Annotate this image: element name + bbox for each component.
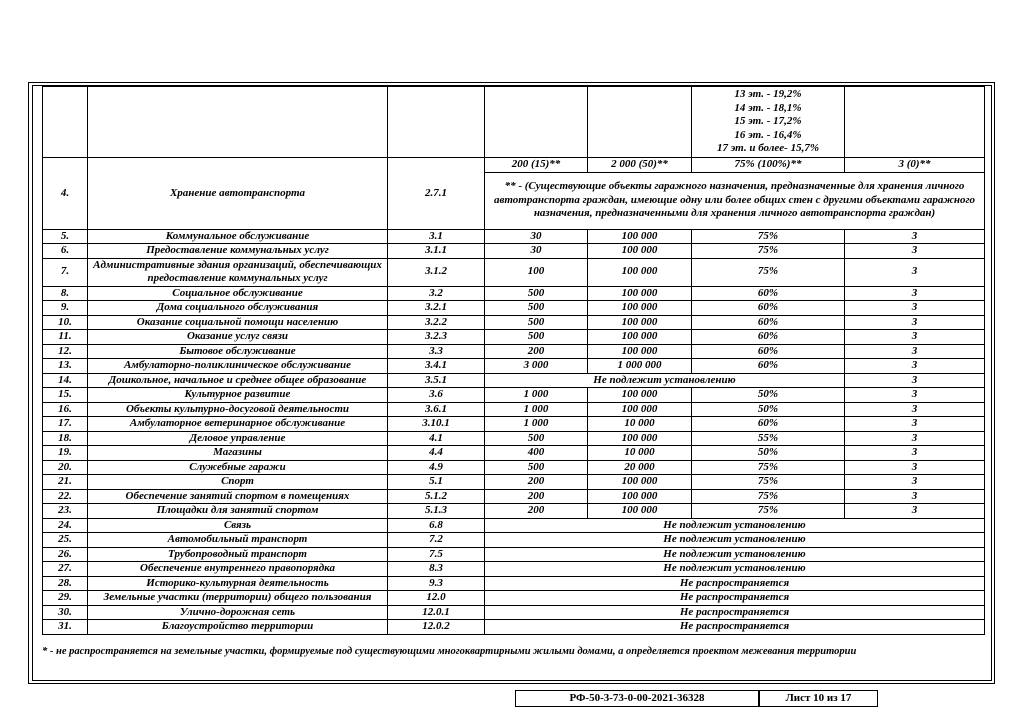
row-code: 12.0 [388,591,485,606]
min-area: 100 [485,258,588,286]
row-name: Оказание услуг связи [88,330,388,345]
indent: 3 [845,402,985,417]
min-area: 500 [485,460,588,475]
row-number: 18. [43,431,88,446]
floors-line: 15 эт. - 17,2% [734,115,802,128]
min-area: 500 [485,315,588,330]
min-area: 200 [485,475,588,490]
row-name: Предоставление коммунальных услуг [88,244,388,259]
build-percent: 60% [692,344,845,359]
max-area: 20 000 [588,460,692,475]
indent: 3 [845,330,985,345]
merged-value: Не подлежит установлению [485,373,845,388]
indent: 3 [845,301,985,316]
row-code: 2.7.1 [388,158,485,230]
merged-value: Не распространяется [485,605,985,620]
build-percent: 75% [692,489,845,504]
min-area: 200 [485,504,588,519]
table-row [43,591,985,606]
row-code: 3.6 [388,388,485,403]
row-number: 14. [43,373,88,388]
document-code: РФ-50-3-73-0-00-2021-36328 [515,690,759,707]
build-percent: 60% [692,330,845,345]
row-number: 23. [43,504,88,519]
row-code: 5.1.3 [388,504,485,519]
max-area: 10 000 [588,417,692,432]
row-code: 4.9 [388,460,485,475]
row-number: 7. [43,258,88,286]
floors-percent-cell [692,87,845,158]
max-area: 100 000 [588,244,692,259]
table-row [43,330,985,345]
row-name: Спорт [88,475,388,490]
max-area: 100 000 [588,344,692,359]
row-number: 6. [43,244,88,259]
max-area: 2 000 (50)** [588,158,692,173]
row-name: Социальное обслуживание [88,286,388,301]
table-row [43,533,985,548]
table-row-continued [43,87,985,158]
row-code: 3.2.2 [388,315,485,330]
max-area: 100 000 [588,229,692,244]
indent: 3 [845,460,985,475]
table-row [43,460,985,475]
merged-value: Не распространяется [485,591,985,606]
build-percent: 75% [692,258,845,286]
table-row [43,315,985,330]
row-number: 13. [43,359,88,374]
row-code: 12.0.2 [388,620,485,635]
min-area: 500 [485,286,588,301]
floors-line: 17 эт. и более- 15,7% [716,142,820,155]
table-row [43,620,985,635]
indent: 3 [845,475,985,490]
build-percent: 60% [692,359,845,374]
row-code: 8.3 [388,562,485,577]
build-percent: 75% [692,460,845,475]
table-row [43,562,985,577]
merged-value: Не подлежит установлению [485,533,985,548]
max-area: 100 000 [588,301,692,316]
floors-line: 13 эт. - 19,2% [734,88,802,101]
min-area: 1 000 [485,417,588,432]
row-name: Связь [88,518,388,533]
row-code: 3.2.1 [388,301,485,316]
row-name: Улично-дорожная сеть [88,605,388,620]
row-code: 4.4 [388,446,485,461]
max-area: 100 000 [588,315,692,330]
indent: 3 [845,373,985,388]
row-name: Земельные участки (территории) общего пользования [88,591,388,606]
table-row [43,518,985,533]
min-area: 30 [485,244,588,259]
table-row [43,301,985,316]
indent: 3 [845,258,985,286]
row-number: 29. [43,591,88,606]
build-percent: 75% [692,475,845,490]
row-name: Дошкольное, начальное и среднее общее образование [88,373,388,388]
table-row [43,359,985,374]
row-code: 3.4.1 [388,359,485,374]
merged-value: Не распространяется [485,576,985,591]
table-row [43,229,985,244]
row-name: Магазины [88,446,388,461]
table-row [43,402,985,417]
max-area: 100 000 [588,258,692,286]
min-area: 1 000 [485,388,588,403]
row-code: 3.1.2 [388,258,485,286]
indent: 3 [845,359,985,374]
table-row [43,388,985,403]
table-row [43,576,985,591]
row-number: 19. [43,446,88,461]
row-name: Обеспечение внутреннего правопорядка [88,562,388,577]
row-code: 5.1.2 [388,489,485,504]
row-code: 9.3 [388,576,485,591]
row-code: 6.8 [388,518,485,533]
row-name: Деловое управление [88,431,388,446]
row-name: Оказание социальной помощи населению [88,315,388,330]
max-area: 100 000 [588,388,692,403]
table-row [43,475,985,490]
row-number: 21. [43,475,88,490]
row-name: Историко-культурная деятельность [88,576,388,591]
row-number: 11. [43,330,88,345]
row-name: Автомобильный транспорт [88,533,388,548]
row-number: 8. [43,286,88,301]
table-row [43,244,985,259]
table-row [43,489,985,504]
max-area: 100 000 [588,504,692,519]
row-number: 25. [43,533,88,548]
build-percent: 50% [692,446,845,461]
regulations-table [42,86,985,635]
build-percent: 75% [692,244,845,259]
row-number: 22. [43,489,88,504]
indent: 3 [845,244,985,259]
indent: 3 [845,431,985,446]
row-code: 3.2.3 [388,330,485,345]
row-number: 27. [43,562,88,577]
merged-value: Не распространяется [485,620,985,635]
build-percent: 75% (100%)** [692,158,845,173]
indent: 3 [845,344,985,359]
garage-note: ** - (Существующие объекты гаражного назначения, предназначенные для хранения личного автотранспорта граждан, имеющие одну или более общих стен с другими объектами гаражного назначения, предназначенными для хранения личного автотранспорта граждан) [485,172,985,229]
row-number: 30. [43,605,88,620]
row-name: Хранение автотранспорта [88,158,388,230]
merged-value: Не подлежит установлению [485,518,985,533]
max-area: 10 000 [588,446,692,461]
min-area: 200 [485,344,588,359]
indent: 3 [845,504,985,519]
row-name: Дома социального обслуживания [88,301,388,316]
table-row [43,431,985,446]
row-number: 5. [43,229,88,244]
row-code: 7.5 [388,547,485,562]
max-area: 100 000 [588,489,692,504]
max-area: 100 000 [588,402,692,417]
max-area: 100 000 [588,330,692,345]
build-percent: 75% [692,229,845,244]
row-name: Амбулаторное ветеринарное обслуживание [88,417,388,432]
table-row [43,547,985,562]
min-area: 3 000 [485,359,588,374]
merged-value: Не подлежит установлению [485,547,985,562]
row-name: Площадки для занятий спортом [88,504,388,519]
min-area: 500 [485,431,588,446]
row-name: Культурное развитие [88,388,388,403]
row-number: 17. [43,417,88,432]
build-percent: 50% [692,402,845,417]
indent: 3 [845,388,985,403]
max-area: 100 000 [588,475,692,490]
floors-line: 14 эт. - 18,1% [734,101,802,114]
row-number: 10. [43,315,88,330]
sheet-number: Лист 10 из 17 [759,690,878,707]
row-code: 7.2 [388,533,485,548]
row-name: Благоустройство территории [88,620,388,635]
min-area: 1 000 [485,402,588,417]
max-area: 100 000 [588,431,692,446]
table-row [43,417,985,432]
indent: 3 [845,286,985,301]
min-area: 500 [485,301,588,316]
build-percent: 60% [692,315,845,330]
row-name: Административные здания организаций, обеспечивающих предоставление коммунальных услуг [88,258,388,286]
row-name: Обеспечение занятий спортом в помещениях [88,489,388,504]
table-row [43,446,985,461]
row-name: Служебные гаражи [88,460,388,475]
merged-value: Не подлежит установлению [485,562,985,577]
max-area: 1 000 000 [588,359,692,374]
row-name: Трубопроводный транспорт [88,547,388,562]
indent: 3 [845,489,985,504]
build-percent: 60% [692,301,845,316]
min-area: 200 (15)** [485,158,588,173]
row-name: Амбулаторно-поликлиническое обслуживание [88,359,388,374]
table-row [43,373,985,388]
row-code: 3.1 [388,229,485,244]
row-number: 9. [43,301,88,316]
indent: 3 (0)** [845,158,985,173]
row-number: 16. [43,402,88,417]
row-number: 12. [43,344,88,359]
build-percent: 55% [692,431,845,446]
indent: 3 [845,446,985,461]
row-number: 20. [43,460,88,475]
row-code: 3.10.1 [388,417,485,432]
table-row [43,344,985,359]
row-code: 4.1 [388,431,485,446]
row-code: 3.3 [388,344,485,359]
row-number: 26. [43,547,88,562]
table-row-garage [43,158,985,173]
row-number: 31. [43,620,88,635]
build-percent: 60% [692,286,845,301]
row-name: Бытовое обслуживание [88,344,388,359]
row-name: Коммунальное обслуживание [88,229,388,244]
row-code: 3.6.1 [388,402,485,417]
footnote: * - не распространяется на земельные участки, формируемые под существующими многоквартирными жилыми домами, а определяется проектом межевания территории [42,646,857,657]
table-row [43,504,985,519]
build-percent: 75% [692,504,845,519]
min-area: 500 [485,330,588,345]
floors-line: 16 эт. - 16,4% [734,128,802,141]
min-area: 200 [485,489,588,504]
row-number: 24. [43,518,88,533]
row-code: 3.2 [388,286,485,301]
table-row [43,605,985,620]
row-code: 5.1 [388,475,485,490]
max-area: 100 000 [588,286,692,301]
table-row [43,258,985,286]
table-row [43,286,985,301]
indent: 3 [845,417,985,432]
build-percent: 50% [692,388,845,403]
min-area: 400 [485,446,588,461]
build-percent: 60% [692,417,845,432]
min-area: 30 [485,229,588,244]
indent: 3 [845,315,985,330]
row-code: 3.5.1 [388,373,485,388]
indent: 3 [845,229,985,244]
row-code: 3.1.1 [388,244,485,259]
row-number: 4. [43,158,88,230]
row-number: 28. [43,576,88,591]
row-code: 12.0.1 [388,605,485,620]
row-number: 15. [43,388,88,403]
row-name: Объекты культурно-досуговой деятельности [88,402,388,417]
